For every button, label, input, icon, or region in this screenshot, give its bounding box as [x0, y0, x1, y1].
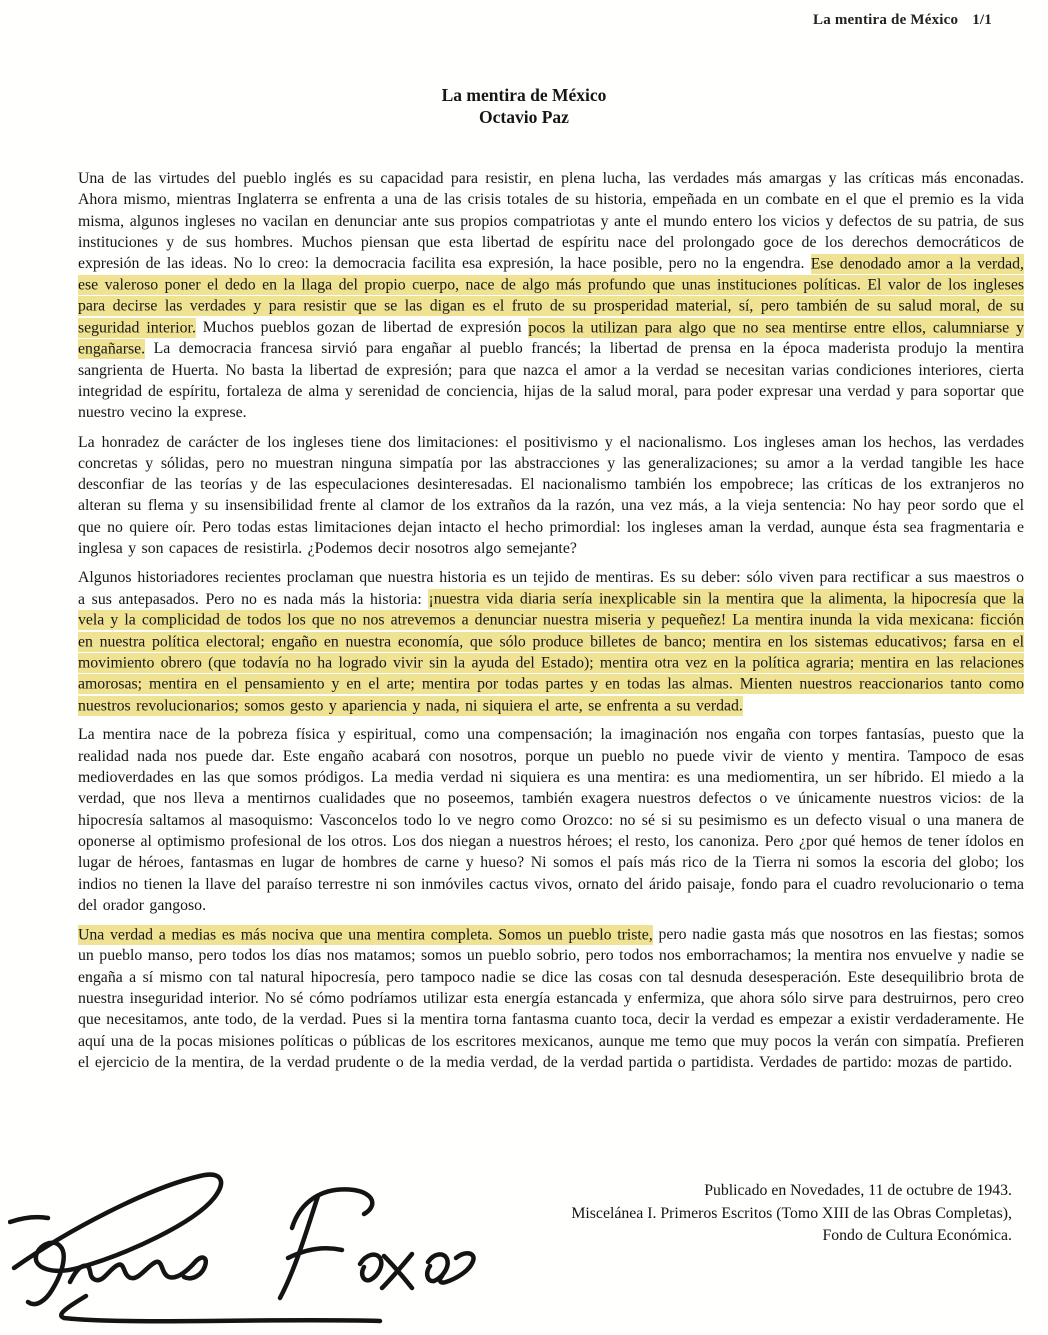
paragraph [78, 924, 1024, 1073]
paragraph [78, 567, 1024, 716]
footer-line: Publicado en Novedades, 11 de octubre de 1943. [704, 1182, 1012, 1199]
footer-line: Miscelánea I. Primeros Escritos (Tomo XIII de las Obras Completas), [571, 1204, 1012, 1222]
text-run: La democracia francesa sirvió para engañar al pueblo francés; la libertad de prensa en la época maderista produjo la mentira sangrienta de Huerta. No basta la libertad de expresión; para que nazca el amor a la verdad se necesitan varias condiciones interiores, cierta integridad de espíritu, fortaleza de alma y serenidad de conciencia, hijas de la salud moral, para poder expresar una verdad y para soportar que nuestro vecino la exprese. [78, 340, 1024, 422]
running-header-title: La mentira de México [813, 12, 959, 28]
document-body [78, 168, 1024, 1073]
highlighted-text: Una verdad a medias es más nociva que una mentira completa. Somos un pueblo triste, [78, 926, 653, 944]
paragraph [78, 432, 1024, 560]
running-header [813, 12, 992, 29]
document-author: Octavio Paz [479, 107, 569, 127]
text-run: Muchos pueblos gozan de libertad de expresión [195, 319, 529, 337]
text-run: La honradez de carácter de los ingleses tiene dos limitaciones: el positivismo y el nacionalismo. Los ingleses aman los hechos, las verdades concretas y sólidas, pero no muestran ninguna simpatía por las abstracciones y las generalizaciones; su amor a la verdad tangible les hace desconfiar de las teorías y de las especulaciones desinteresadas. El nacionalismo también los empobrece; las críticas de los extranjeros no alteran su flema y su insensibilidad frente al clamor de los extraños da la razón, una vez más, a la vieja sentencia: No hay peor sordo que el que no quiere oír. Pero todas estas limitaciones dejan intacto el hecho primordial: los ingleses aman la verdad, aunque ésta sea fragmentaria e inglesa y son capaces de resistirla. ¿Podemos decir nosotros algo semejante? [78, 433, 1024, 558]
signature-image [8, 1168, 508, 1328]
paragraph [78, 724, 1024, 916]
footer-line: Fondo de Cultura Económica. [822, 1227, 1012, 1244]
text-run: La mentira nace de la pobreza física y espiritual, como una compensación; la imaginación nos engaña con torpes fantasías, puesto que la realidad nada nos puede dar. Este engaño acabará con nosotros, porque un pueblo no puede vivir de viento y mentira. Tampoco de esas medioverdades en las que somos pródigos. La media verdad ni siquiera es una mentira: es una mediomentira, un ser híbrido. El miedo a la verdad, que nos lleva a mentirnos cualidades que no poseemos, también exagera nuestros defectos o ve únicamente nuestros vicios: de la hipocresía saltamos al masoquismo: Vasconcelos todo lo ve negro como Orozco: no sé si su pesimismo es un defecto visual o una manera de oponerse al optimismo profesional de los otros. Los dos niegan a nuestros héroes; el resto, los canoniza. Pero ¿por qué hemos de tener ídolos en lugar de héroes, fantasmas en lugar de hombres de carne y hueso? Ni somos el país más rico de la Tierra ni somos la escoria del globo; los indios no tienen la llave del paraíso terrestre ni son inmóviles cactus vivos, ornato del árido paisaje, fondo para el cuadro revolucionario o tema del orador gangoso. [78, 726, 1024, 914]
page-indicator: 1/1 [972, 12, 992, 28]
paragraph [78, 168, 1024, 424]
text-run: Una de las virtudes del pueblo inglés es su capacidad para resistir, en plena lucha, las verdades más amargas y las críticas más enconadas. Ahora mismo, mientras Inglaterra se enfrenta a una de las crisis totales de su historia, empeñada en un combate en el que el premio es la vida misma, algunos ingleses no vacilan en denunciar ante sus propios compatriotas y ante el mundo entero los vicios y defectos de su patria, de sus instituciones y de sus hombres. Muchos piensan que esta libertad de espíritu nace del prolongado goce de los derechos democráticos de expresión de las ideas. No lo creo: la democracia facilita esa expresión, la hace posible, pero no la engendra. [78, 170, 1024, 273]
highlighted-text: pocos la utilizan para algo que no sea mentirse entre ellos, calumniarse y engañarse. [78, 319, 1025, 358]
document-title: La mentira de México [441, 85, 607, 105]
text-run: Algunos historiadores recientes proclaman que nuestra historia es un tejido de mentiras. Es su deber: sólo viven para rectificar a sus maestros o a sus antepasados. Pero no es nada más la historia: [78, 569, 1024, 608]
highlighted-text: ¡nuestra vida diaria sería inexplicable sin la mentira que la alimenta, la hipocresía que la vela y la complicidad de todos los que no nos atrevemos a denunciar nuestra miseria y pequeñez! La mentira inunda la vida mexicana: ficción en nuestra política electoral; engaño en nuestra economía, que sólo produce billetes de banco; mentira en los sistemas educativos; farsa en el movimiento obrero (que todavía no ha logrado vivir sin la ayuda del Estado); mentira otra vez en la política agraria; mentira en las relaciones amorosas; mentira en el pensamiento y en el arte; mentira por todas partes y en todas las almas. Mienten nuestros reaccionarios tanto como nuestros revolucionarios; somos gesto y apariencia y nada, ni siquiera el arte, se enfrenta a su verdad. [78, 590, 1024, 715]
text-run: pero nadie gasta más que nosotros en las fiestas; somos un pueblo manso, pero todos los días nos matamos; somos un pueblo sobrio, pero todos nos emborrachamos; la mentira nos envuelve y nadie se engaña a sí mismo con tal natural hipocresía, pero tampoco nadie se dice las cosas con tal desnuda desesperación. Este desequilibrio brota de nuestra inseguridad interior. No sé cómo podríamos utilizar esta energía estancada y enfermiza, que ahora sólo sirve para destruirnos, pero creo que necesitamos, ante todo, de la verdad. Pues si la mentira torna fantasma cuanto toca, decir la verdad es empezar a existir verdaderamente. He aquí una de la pocas misiones políticas o públicas de los escritores mexicanos, aunque me temo que muy pocos la verán con simpatía. Prefieren el ejercicio de la mentira, de la verdad prudente o de la media verdad, de la verdad partida o partidista. Verdades de partido: mozas de partido. [78, 926, 1025, 1071]
signature-drawing [8, 1168, 508, 1328]
publication-footer [571, 1180, 1012, 1248]
highlighted-text: Ese denodado amor a la verdad, ese valeroso poner el dedo en la llaga del propio cuerpo, nace de algo más profundo que unas instituciones políticas. El valor de los ingleses para decirse las verdades y para resistir que se las digan es el fruto de su prosperidad material, sí, pero también de su salud moral, de su seguridad interior. [78, 255, 1025, 337]
